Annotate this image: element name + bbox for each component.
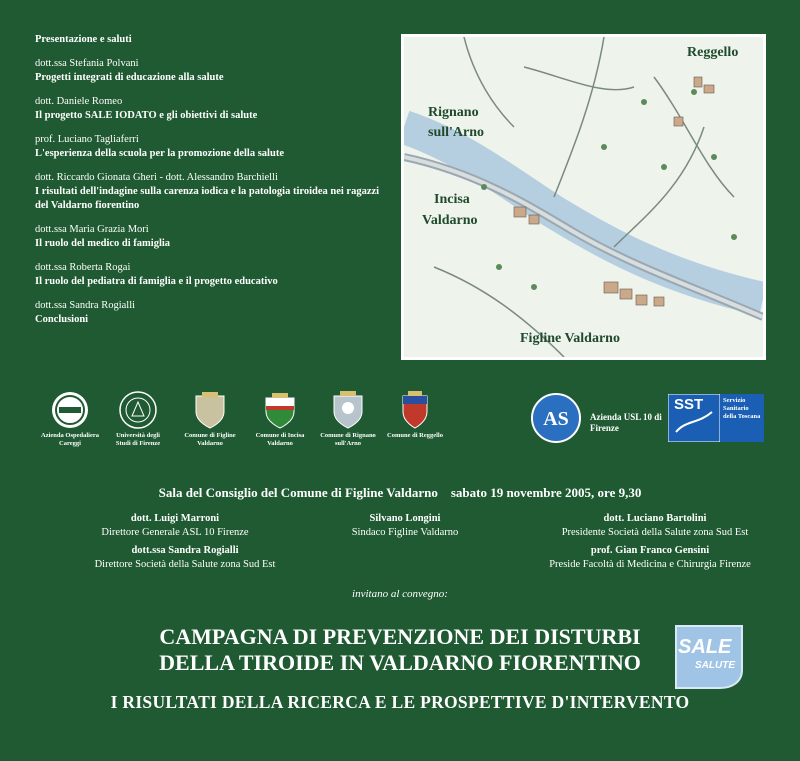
coat-of-arms-icon	[330, 390, 366, 430]
sst-mark: SST	[674, 396, 704, 413]
talk-speaker: dott.ssa Sandra Rogialli	[35, 300, 136, 311]
subtitle: I RISULTATI DELLA RICERCA E LE PROSPETTIVE D'INTERVENTO	[110, 692, 690, 712]
program-heading: Presentazione e saluti	[35, 34, 132, 45]
logo-caption: Comune di Reggello	[387, 432, 443, 439]
talk-item	[35, 95, 395, 123]
usl-name: Azienda USL 10 di Firenze	[590, 412, 662, 433]
logo-caption: Comune di Incisa Valdarno	[255, 432, 305, 447]
talk-item	[35, 299, 395, 327]
host-item	[305, 512, 505, 540]
host-role: Presidente Società della Salute zona Sud Est	[561, 527, 749, 538]
logo-reggello	[385, 390, 445, 440]
logo-incisa	[250, 390, 310, 448]
host-item	[515, 544, 785, 572]
talk-title: I risultati dell'indagine sulla carenza iodica e la patologia tiroidea nei ragazzi del Valdarno fiorentino	[35, 186, 380, 211]
host-role: Direttore Società della Salute zona Sud Est	[94, 559, 276, 570]
coat-of-arms-icon	[262, 390, 298, 430]
sale-logo-word: SALE	[678, 636, 732, 658]
talk-item	[35, 57, 395, 85]
talk-speaker: prof. Luciano Tagliaferri	[35, 134, 139, 145]
host-item	[60, 544, 310, 572]
careggi-logo-icon	[50, 390, 90, 430]
venue-date: Sala del Consiglio del Comune di Figline Valdarno sabato 19 novembre 2005, ore 9,30	[158, 485, 642, 500]
talk-title: Progetti integrati di educazione alla salute	[35, 72, 224, 83]
talk-speaker: dott.ssa Maria Grazia Mori	[35, 224, 149, 235]
talk-item	[35, 261, 395, 289]
place-reggello: Reggello	[687, 45, 739, 60]
place-rignano: Rignano	[428, 105, 479, 120]
talk-title: L'esperienza della scuola per la promozione della salute	[35, 148, 284, 159]
invite-text: invitano al convegno:	[352, 588, 448, 600]
talk-speaker: dott.ssa Roberta Rogai	[35, 262, 131, 273]
institution-logos	[40, 390, 443, 470]
talk-item	[35, 133, 395, 161]
talk-title: Conclusioni	[35, 314, 89, 325]
host-role: Direttore Generale ASL 10 Firenze	[101, 527, 249, 538]
place-incisa: Incisa	[434, 192, 470, 207]
host-role: Sindaco Figline Valdarno	[351, 527, 459, 538]
host-name: Silvano Longini	[369, 513, 441, 524]
host-item	[75, 512, 275, 540]
logo-rignano	[318, 390, 378, 448]
host-role: Preside Facoltà di Medicina e Chirurgia Firenze	[549, 559, 751, 570]
logo-figline	[180, 390, 240, 448]
campaign-title	[120, 624, 680, 676]
usl-logo-icon	[530, 392, 582, 444]
host-name: dott. Luciano Bartolini	[603, 513, 707, 524]
talk-title: Il ruolo del medico di famiglia	[35, 238, 171, 249]
talk-speaker: dott. Riccardo Gionata Gheri - dott. Alessandro Barchielli	[35, 172, 278, 183]
talk-speaker: dott.ssa Stefania Polvani	[35, 58, 139, 69]
place-valdarno: Valdarno	[422, 213, 478, 228]
logo-caption: Università degli Studi di Firenze	[115, 432, 161, 447]
campaign-title-line: DELLA TIROIDE IN VALDARNO FIORENTINO	[159, 650, 641, 675]
talk-item	[35, 223, 395, 251]
talk-title: Il progetto SALE IODATO e gli obiettivi di salute	[35, 110, 258, 121]
valdarno-map	[401, 34, 766, 360]
program-section	[35, 33, 395, 337]
logo-caption: Comune di Figline Valdarno	[184, 432, 236, 447]
place-figline-valdarno: Figline Valdarno	[520, 331, 620, 346]
salute-logo-word: SALUTE	[695, 660, 735, 671]
coat-of-arms-icon	[192, 390, 228, 430]
talk-item	[35, 171, 395, 213]
university-seal-icon	[118, 390, 158, 430]
place-sull-arno: sull'Arno	[428, 125, 485, 140]
host-name: dott.ssa Sandra Rogialli	[131, 545, 239, 556]
talk-title: Il ruolo del pediatra di famiglia e il progetto educativo	[35, 276, 278, 287]
logo-university	[108, 390, 168, 448]
sst-name: Servizio Sanitario della Toscana	[723, 397, 761, 420]
logo-caption: Comune di Rignano sull'Arno	[320, 432, 376, 447]
svg-text:AS: AS	[543, 408, 569, 430]
partner-logos	[530, 392, 770, 448]
logo-caption: Azienda Ospedaliera Careggi	[41, 432, 99, 447]
logo-careggi	[40, 390, 100, 448]
host-item	[525, 512, 785, 540]
host-name: dott. Luigi Marroni	[130, 513, 220, 524]
coat-of-arms-icon	[397, 390, 433, 430]
host-name: prof. Gian Franco Gensini	[590, 545, 710, 556]
talk-speaker: dott. Daniele Romeo	[35, 96, 123, 107]
campaign-title-line: CAMPAGNA DI PREVENZIONE DEI DISTURBI	[159, 624, 641, 649]
